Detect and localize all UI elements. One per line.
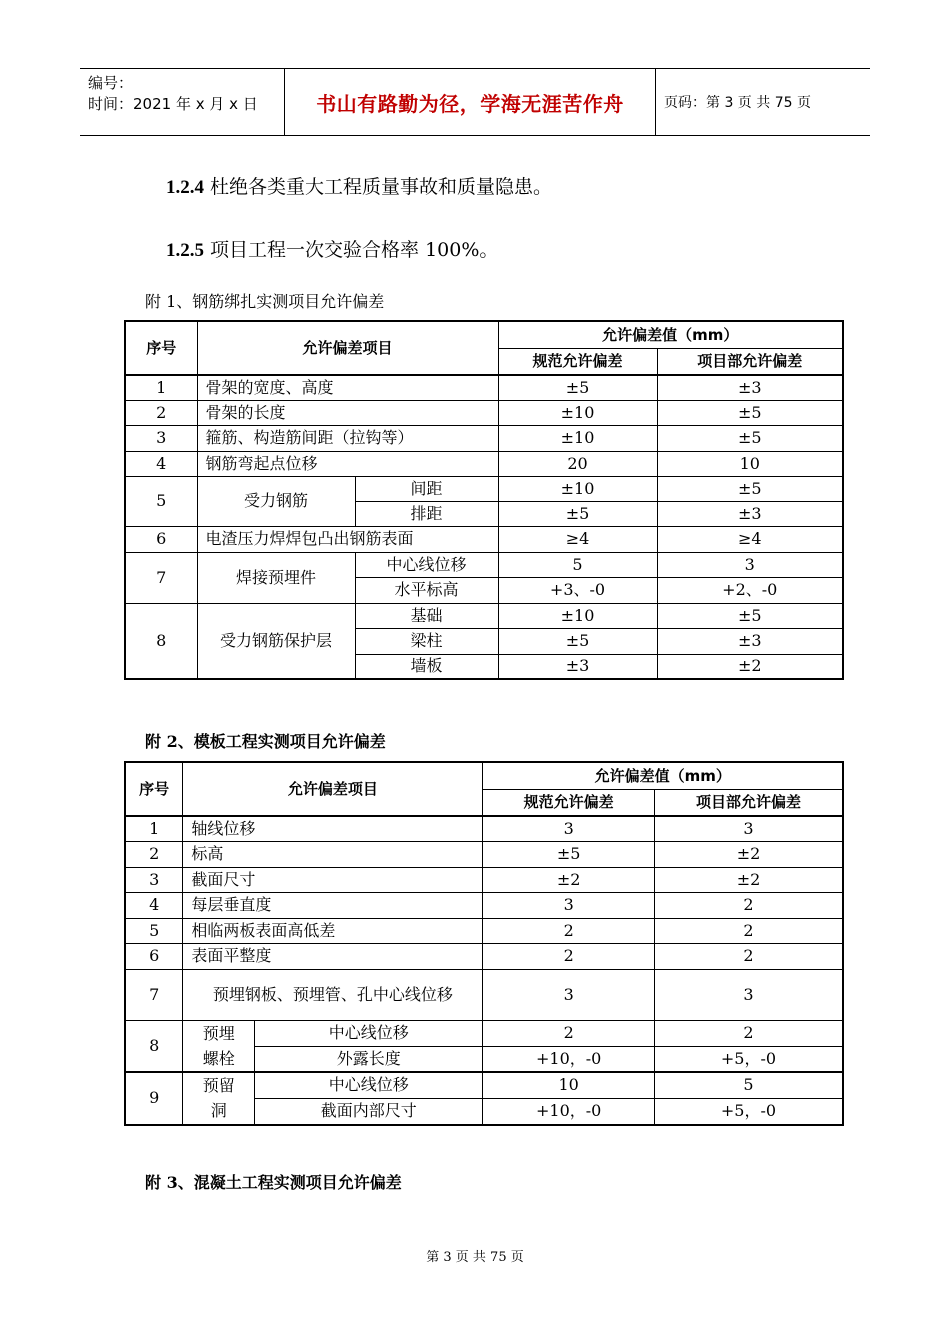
cell-proj: 5 bbox=[654, 1072, 843, 1099]
cell-proj: ±2 bbox=[654, 841, 843, 867]
paragraph-1-2-5 bbox=[166, 235, 498, 262]
cell-seq: 4 bbox=[125, 451, 197, 476]
page-header bbox=[80, 68, 870, 136]
cell-proj: ±5 bbox=[657, 400, 843, 425]
cell-item: 预埋钢板、预埋管、孔中心线位移 bbox=[183, 969, 483, 1020]
paragraph-text: 项目工程一次交验合格率 100%。 bbox=[210, 239, 499, 261]
header-item: 允许偏差项目 bbox=[197, 321, 498, 375]
cell-seq: 7 bbox=[125, 552, 197, 603]
cell-seq: 5 bbox=[125, 476, 197, 526]
cell-proj: 2 bbox=[654, 892, 843, 918]
table-row bbox=[125, 1020, 843, 1046]
header-page-info: 页码：第 3 页 共 75 页 bbox=[664, 95, 811, 111]
cell-seq: 7 bbox=[125, 969, 183, 1020]
cell-sub: 中心线位移 bbox=[255, 1020, 483, 1046]
cell-spec: 3 bbox=[483, 816, 655, 841]
header-item: 允许偏差项目 bbox=[183, 762, 483, 816]
cell-seq: 2 bbox=[125, 400, 197, 425]
cell-item: 每层垂直度 bbox=[183, 892, 483, 918]
cell-spec: ±5 bbox=[498, 501, 657, 526]
cell-proj: 2 bbox=[654, 918, 843, 943]
cell-proj: ±3 bbox=[657, 375, 843, 400]
cell-proj: 2 bbox=[654, 1020, 843, 1046]
header-group: 允许偏差值（mm） bbox=[483, 762, 843, 789]
header-seq: 序号 bbox=[125, 321, 197, 375]
cell-item: 预留洞 bbox=[183, 1072, 255, 1125]
cell-proj: +5，-0 bbox=[654, 1099, 843, 1125]
cell-proj: ±3 bbox=[657, 628, 843, 654]
cell-spec: 2 bbox=[483, 943, 655, 969]
table-row bbox=[125, 892, 843, 918]
cell-spec: 3 bbox=[483, 892, 655, 918]
cell-spec: 5 bbox=[498, 552, 657, 577]
header-number: 编号： bbox=[88, 74, 134, 92]
cell-sub: 墙板 bbox=[355, 654, 498, 679]
cell-spec: ±3 bbox=[498, 654, 657, 679]
cell-proj: ±2 bbox=[657, 654, 843, 679]
cell-spec: ±2 bbox=[483, 867, 655, 892]
table-row bbox=[125, 552, 843, 577]
cell-item: 箍筋、构造筋间距（拉钩等） bbox=[197, 425, 498, 451]
cell-proj: ±5 bbox=[657, 603, 843, 628]
page-footer: 第 3 页 共 75 页 bbox=[426, 1250, 524, 1265]
cell-seq: 3 bbox=[125, 425, 197, 451]
cell-spec: +10，-0 bbox=[483, 1099, 655, 1125]
cell-proj: +2、-0 bbox=[657, 577, 843, 603]
table-row bbox=[125, 867, 843, 892]
cell-sub: 截面内部尺寸 bbox=[255, 1099, 483, 1125]
table-row bbox=[125, 425, 843, 451]
table-row bbox=[125, 1072, 843, 1099]
cell-seq: 2 bbox=[125, 841, 183, 867]
header-group: 允许偏差值（mm） bbox=[498, 321, 843, 348]
cell-spec: ±5 bbox=[498, 375, 657, 400]
paragraph-1-2-4 bbox=[166, 172, 552, 199]
table-row bbox=[125, 451, 843, 476]
paragraph-text: 杜绝各类重大工程质量事故和质量隐患。 bbox=[210, 176, 553, 198]
cell-proj: 3 bbox=[654, 969, 843, 1020]
cell-sub: 排距 bbox=[355, 501, 498, 526]
table-row bbox=[125, 476, 843, 501]
cell-proj: +5，-0 bbox=[654, 1046, 843, 1071]
cell-seq: 4 bbox=[125, 892, 183, 918]
cell-spec: 20 bbox=[498, 451, 657, 476]
table3-caption: 附 3、混凝土工程实测项目允许偏差 bbox=[145, 1173, 402, 1192]
cell-item: 骨架的长度 bbox=[197, 400, 498, 425]
cell-seq: 3 bbox=[125, 867, 183, 892]
table-row bbox=[125, 969, 843, 1020]
cell-item: 钢筋弯起点位移 bbox=[197, 451, 498, 476]
cell-sub: 外露长度 bbox=[255, 1046, 483, 1071]
header-motto: 书山有路勤为径，学海无涯苦作舟 bbox=[284, 69, 656, 135]
cell-item: 轴线位移 bbox=[183, 816, 483, 841]
cell-spec: +10，-0 bbox=[483, 1046, 655, 1071]
cell-spec: ±10 bbox=[498, 603, 657, 628]
cell-sub: 梁柱 bbox=[355, 628, 498, 654]
cell-item: 受力钢筋 bbox=[197, 476, 355, 526]
header-proj: 项目部允许偏差 bbox=[657, 348, 843, 375]
cell-item: 焊接预埋件 bbox=[197, 552, 355, 603]
cell-spec: 2 bbox=[483, 918, 655, 943]
cell-item: 骨架的宽度、高度 bbox=[197, 375, 498, 400]
cell-seq: 6 bbox=[125, 526, 197, 552]
cell-spec: ±10 bbox=[498, 425, 657, 451]
table-row bbox=[125, 375, 843, 400]
cell-spec: ≥4 bbox=[498, 526, 657, 552]
cell-seq: 9 bbox=[125, 1072, 183, 1125]
cell-sub: 基础 bbox=[355, 603, 498, 628]
header-meta bbox=[88, 73, 284, 115]
cell-proj: ±3 bbox=[657, 501, 843, 526]
table-row bbox=[125, 943, 843, 969]
table2 bbox=[124, 761, 844, 1126]
table-row bbox=[125, 603, 843, 628]
cell-item: 电渣压力焊焊包凸出钢筋表面 bbox=[197, 526, 498, 552]
table-row bbox=[125, 526, 843, 552]
cell-sub: 间距 bbox=[355, 476, 498, 501]
cell-proj: ≥4 bbox=[657, 526, 843, 552]
table-row bbox=[125, 400, 843, 425]
cell-spec: 10 bbox=[483, 1072, 655, 1099]
cell-item: 受力钢筋保护层 bbox=[197, 603, 355, 679]
cell-item: 标高 bbox=[183, 841, 483, 867]
table-row bbox=[125, 918, 843, 943]
header-spec: 规范允许偏差 bbox=[498, 348, 657, 375]
header-proj: 项目部允许偏差 bbox=[654, 789, 843, 816]
cell-spec: 3 bbox=[483, 969, 655, 1020]
header-seq: 序号 bbox=[125, 762, 183, 816]
cell-item: 预埋螺栓 bbox=[183, 1020, 255, 1072]
table1-caption: 附 1、钢筋绑扎实测项目允许偏差 bbox=[145, 292, 385, 311]
cell-spec: ±10 bbox=[498, 400, 657, 425]
cell-seq: 8 bbox=[125, 1020, 183, 1072]
cell-seq: 6 bbox=[125, 943, 183, 969]
cell-sub: 中心线位移 bbox=[255, 1072, 483, 1099]
cell-sub: 水平标高 bbox=[355, 577, 498, 603]
cell-proj: ±5 bbox=[657, 425, 843, 451]
cell-seq: 1 bbox=[125, 816, 183, 841]
paragraph-number: 1.2.5 bbox=[166, 240, 204, 261]
cell-seq: 8 bbox=[125, 603, 197, 679]
cell-seq: 1 bbox=[125, 375, 197, 400]
table2-caption: 附 2、模板工程实测项目允许偏差 bbox=[145, 732, 386, 751]
cell-proj: ±5 bbox=[657, 476, 843, 501]
cell-item: 截面尺寸 bbox=[183, 867, 483, 892]
cell-item: 表面平整度 bbox=[183, 943, 483, 969]
cell-item: 相临两板表面高低差 bbox=[183, 918, 483, 943]
cell-spec: ±5 bbox=[483, 841, 655, 867]
cell-spec: 2 bbox=[483, 1020, 655, 1046]
header-time: 时间：2021 年 x 月 x 日 bbox=[88, 95, 258, 113]
cell-proj: 2 bbox=[654, 943, 843, 969]
header-spec: 规范允许偏差 bbox=[483, 789, 655, 816]
cell-proj: 3 bbox=[654, 816, 843, 841]
cell-proj: 3 bbox=[657, 552, 843, 577]
cell-proj: ±2 bbox=[654, 867, 843, 892]
cell-seq: 5 bbox=[125, 918, 183, 943]
cell-proj: 10 bbox=[657, 451, 843, 476]
cell-spec: ±10 bbox=[498, 476, 657, 501]
table-row bbox=[125, 816, 843, 841]
table1 bbox=[124, 320, 844, 680]
cell-spec: ±5 bbox=[498, 628, 657, 654]
table-row bbox=[125, 841, 843, 867]
cell-sub: 中心线位移 bbox=[355, 552, 498, 577]
cell-spec: +3、-0 bbox=[498, 577, 657, 603]
paragraph-number: 1.2.4 bbox=[166, 177, 204, 198]
